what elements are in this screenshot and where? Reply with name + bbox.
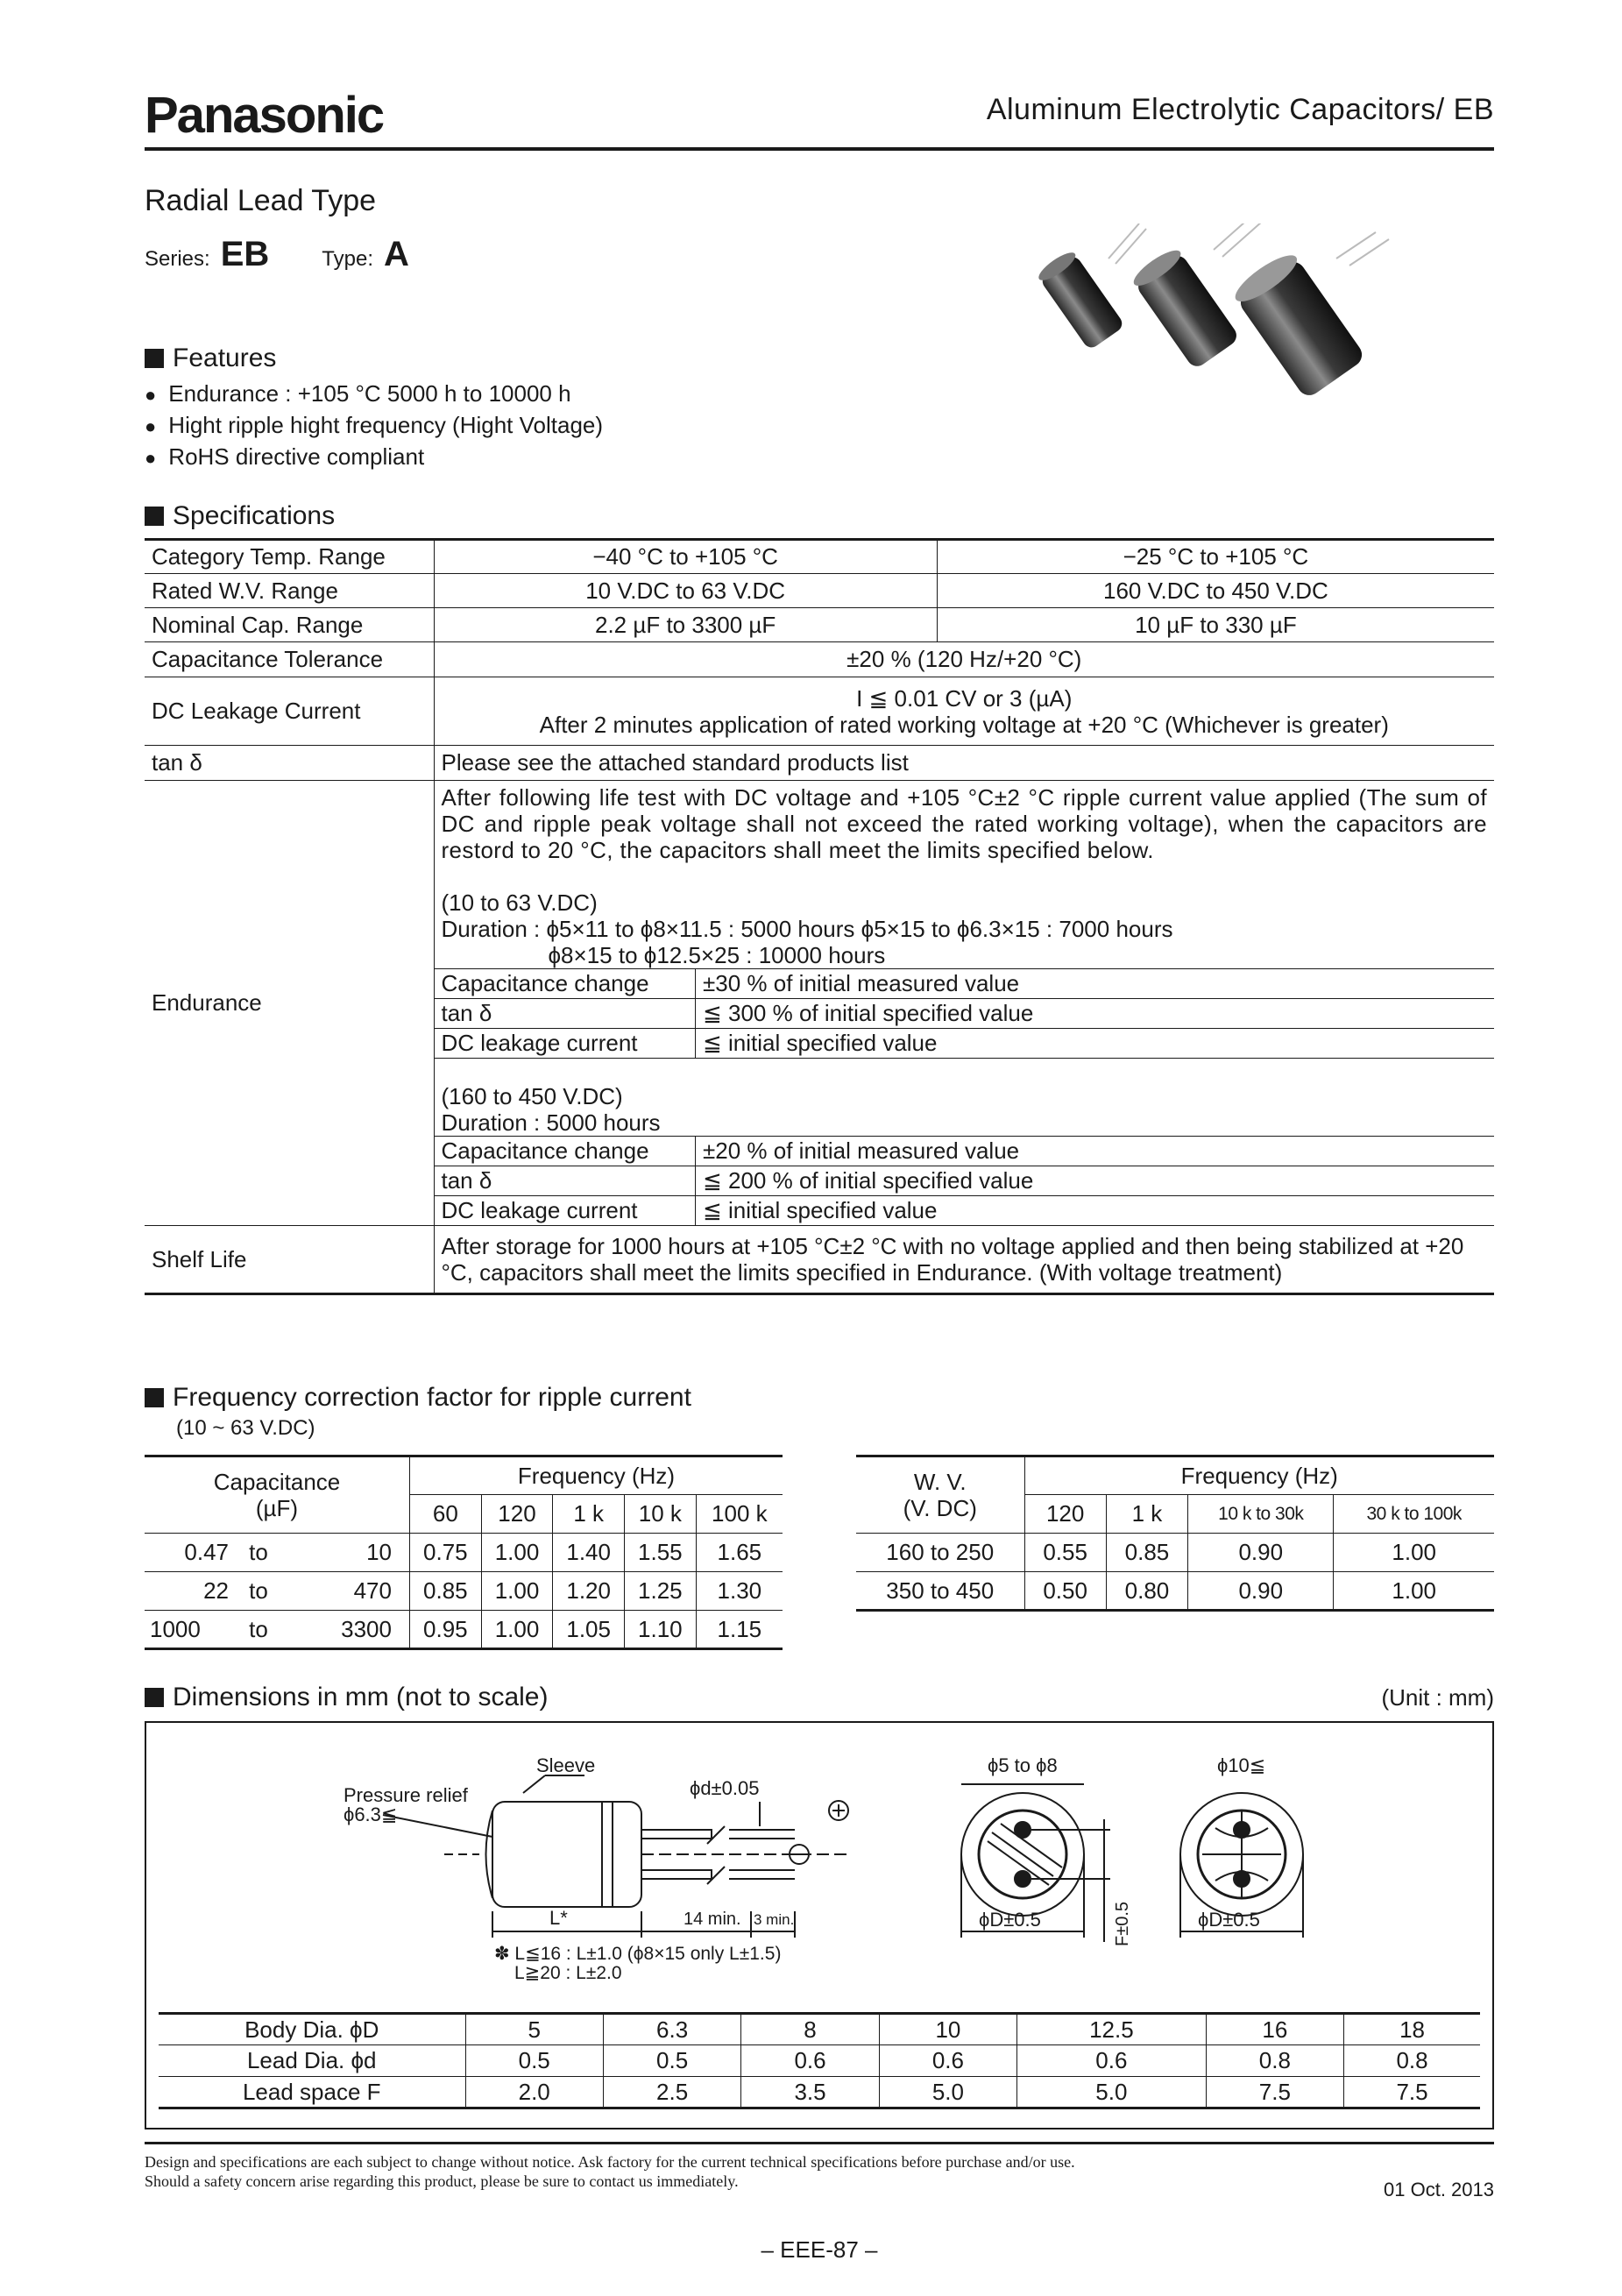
dimensions-heading-text: Dimensions in mm (not to scale) (173, 1683, 549, 1711)
capacitance-header (145, 1456, 409, 1534)
frequency-col: 1 k (553, 1495, 625, 1534)
frequency-col: 10 k (625, 1495, 697, 1534)
product-subtitle: Radial Lead Type (145, 184, 377, 217)
feature-item: ● RoHS directive compliant (145, 442, 603, 473)
dim-value: 8 (741, 2014, 879, 2045)
square-bullet-icon (145, 1388, 164, 1407)
pressure-relief-size: ϕ6.3≦ (344, 1803, 398, 1825)
dim-value: 0.8 (1206, 2045, 1343, 2077)
table-row (145, 1456, 783, 1495)
dim-value: 0.8 (1344, 2045, 1480, 2077)
table-row (145, 677, 1494, 746)
dim-value: 0.5 (603, 2045, 740, 2077)
dimensions-box (145, 1721, 1494, 2129)
table-row (856, 1456, 1494, 1495)
cap-upto: 470 (285, 1572, 409, 1611)
cap-to: to (232, 1611, 285, 1649)
series-value: EB (220, 235, 270, 273)
dim-value: 2.5 (603, 2077, 740, 2108)
dim-label: Lead Dia. ϕd (159, 2045, 465, 2077)
factor-cell: 1.55 (625, 1534, 697, 1572)
lead-3min-label: 3 min. (754, 1911, 795, 1928)
factor-cell: 0.85 (1106, 1534, 1187, 1572)
revision-date: 01 Oct. 2013 (1384, 2179, 1494, 2200)
specifications-table (145, 538, 1494, 1295)
endurance-cell (434, 781, 1494, 1226)
endurance-low-range: (10 to 63 V.DC) (441, 889, 598, 916)
footer-disclaimer (145, 2152, 1075, 2191)
factor-cell: 1.00 (1334, 1572, 1494, 1611)
capacitance-unit: (µF) (255, 1495, 299, 1521)
spec-value-low: −40 °C to +105 °C (434, 540, 937, 574)
dim-value: 7.5 (1206, 2077, 1343, 2108)
factor-cell: 0.95 (409, 1611, 481, 1649)
dim-value: 0.6 (879, 2045, 1016, 2077)
page-header (145, 81, 1494, 151)
dimensions-heading (145, 1683, 548, 1712)
length-tolerance-note: ✽ L≦16 : L±1.0 (ϕ8×15 only L±1.5) (494, 1944, 782, 1964)
wv-range: 160 to 250 (856, 1534, 1024, 1572)
lead-14min-label: 14 min. (684, 1910, 741, 1929)
large-diameter-label: ϕ10≦ (1217, 1754, 1266, 1776)
limit-value: ≦ 300 % of initial specified value (696, 999, 1495, 1029)
feature-item: ● Endurance : +105 °C 5000 h to 10000 h (145, 379, 603, 410)
capacitance-header-text: Capacitance (213, 1469, 341, 1495)
page-number: – EEE-87 – (761, 2236, 878, 2263)
table-row (435, 1166, 1495, 1196)
dim-value: 10 (879, 2014, 1016, 2045)
dim-value: 0.6 (741, 2045, 879, 2077)
frequency-col: 120 (1024, 1495, 1106, 1534)
table-row (145, 1572, 783, 1611)
small-diameter-label: ϕ5 to ϕ8 (988, 1754, 1058, 1776)
frequency-col: 120 (481, 1495, 553, 1534)
leakage-formula: I ≦ 0.01 CV or 3 (µA) (856, 684, 1073, 712)
dim-value: 3.5 (741, 2077, 879, 2108)
factor-cell: 1.10 (625, 1611, 697, 1649)
frequency-col: 30 k to 100k (1334, 1495, 1494, 1534)
wv-header-text: W. V. (913, 1469, 967, 1495)
frequency-header: Frequency (Hz) (1024, 1456, 1494, 1495)
factor-cell: 0.55 (1024, 1534, 1106, 1572)
dim-value: 7.5 (1344, 2077, 1480, 2108)
frequency-header: Frequency (Hz) (409, 1456, 783, 1495)
square-bullet-icon (145, 507, 164, 526)
brand-logo: Panasonic (145, 87, 384, 144)
table-row (159, 2077, 1480, 2108)
endurance-intro: After following life test with DC voltage and +105 °C±2 °C ripple current value applied (The sum of DC and ripple peak voltage shall not exceed the rated working voltage), when the capacitors are restord to 20 °C, the capacitors shall meet the limits specified below. (441, 784, 1487, 863)
spec-value: Please see the attached standard products list (434, 746, 1494, 781)
spec-label: Rated W.V. Range (145, 574, 434, 608)
wv-header (856, 1456, 1024, 1534)
lead-diameter-label: ϕd±0.05 (690, 1777, 760, 1799)
wv-range: 350 to 450 (856, 1572, 1024, 1611)
document-title: Aluminum Electrolytic Capacitors/ EB (986, 93, 1494, 126)
spec-value-high: 160 V.DC to 450 V.DC (937, 574, 1494, 608)
table-row (145, 642, 1494, 677)
length-label: L* (549, 1907, 568, 1929)
spec-value (434, 677, 1494, 746)
table-row (856, 1534, 1494, 1572)
cap-from: 22 (145, 1572, 232, 1611)
type-value: A (383, 235, 409, 273)
dim-value: 5 (465, 2014, 603, 2045)
dim-value: 0.6 (1017, 2045, 1207, 2077)
spec-value-high: 10 µF to 330 µF (937, 608, 1494, 642)
features-heading (145, 344, 276, 373)
features-list (145, 379, 603, 473)
spec-value: ±20 % (120 Hz/+20 °C) (434, 642, 1494, 677)
spec-label: DC Leakage Current (145, 677, 434, 746)
factor-cell: 1.40 (553, 1534, 625, 1572)
datasheet-page (145, 0, 1494, 2296)
endurance-low-limits (435, 968, 1495, 1059)
factor-cell: 1.05 (553, 1611, 625, 1649)
cap-to: to (232, 1572, 285, 1611)
dim-label: Body Dia. ϕD (159, 2014, 465, 2045)
factor-cell: 0.85 (409, 1572, 481, 1611)
table-row (435, 999, 1495, 1029)
lead-space-label: F±0.5 (1113, 1902, 1132, 1946)
dim-value: 5.0 (1017, 2077, 1207, 2108)
spec-label: tan δ (145, 746, 434, 781)
cap-upto: 10 (285, 1534, 409, 1572)
frequency-col: 1 k (1106, 1495, 1187, 1534)
table-row (435, 1029, 1495, 1059)
limit-item: Capacitance change (435, 969, 696, 999)
spec-value-low: 10 V.DC to 63 V.DC (434, 574, 937, 608)
leakage-condition: After 2 minutes application of rated working voltage at +20 °C (Whichever is greater) (539, 711, 1389, 738)
specifications-heading (145, 501, 335, 531)
table-row (145, 574, 1494, 608)
footer-divider (145, 2142, 1494, 2144)
dimension-drawing (146, 1723, 1492, 2012)
spec-value-low: 2.2 µF to 3300 µF (434, 608, 937, 642)
limit-item: tan δ (435, 999, 696, 1029)
limit-value: ±30 % of initial measured value (696, 969, 1495, 999)
dim-value: 12.5 (1017, 2014, 1207, 2045)
table-row (435, 1137, 1495, 1166)
type-label: Type: (322, 247, 373, 271)
limit-item: DC leakage current (435, 1196, 696, 1226)
series-label: Series: (145, 247, 210, 271)
cap-upto: 3300 (285, 1611, 409, 1649)
limit-value: ≦ 200 % of initial specified value (696, 1166, 1495, 1196)
table-row (856, 1572, 1494, 1611)
dim-label: Lead space F (159, 2077, 465, 2108)
pressure-relief-label: Pressure relief (344, 1784, 468, 1806)
frequency-heading (145, 1383, 691, 1413)
series-type-line (145, 235, 451, 274)
factor-cell: 1.15 (696, 1611, 783, 1649)
square-bullet-icon (145, 349, 164, 368)
disclaimer-line: Should a safety concern arise regarding this product, please be sure to contact us immediately. (145, 2172, 739, 2190)
square-bullet-icon (145, 1688, 164, 1707)
table-row (159, 2014, 1480, 2045)
factor-cell: 1.00 (481, 1572, 553, 1611)
table-row (145, 540, 1494, 574)
wv-unit: (V. DC) (903, 1495, 977, 1521)
limit-value: ≦ initial specified value (696, 1196, 1495, 1226)
spec-label: Endurance (145, 781, 434, 1226)
limit-item: Capacitance change (435, 1137, 696, 1166)
features-heading-text: Features (173, 344, 277, 372)
limit-value: ≦ initial specified value (696, 1029, 1495, 1059)
spec-label: Capacitance Tolerance (145, 642, 434, 677)
dim-value: 16 (1206, 2014, 1343, 2045)
factor-cell: 1.00 (481, 1534, 553, 1572)
body-diameter-label: ϕD±0.5 (979, 1909, 1041, 1931)
feature-item: ● Hight ripple hight frequency (Hight Voltage) (145, 410, 603, 442)
limit-item: DC leakage current (435, 1029, 696, 1059)
factor-cell: 1.30 (696, 1572, 783, 1611)
frequency-col: 60 (409, 1495, 481, 1534)
factor-cell: 1.00 (481, 1611, 553, 1649)
unit-note: (Unit : mm) (1381, 1684, 1494, 1711)
spec-value-high: −25 °C to +105 °C (937, 540, 1494, 574)
sleeve-label: Sleeve (536, 1754, 596, 1776)
cap-from: 0.47 (145, 1534, 232, 1572)
table-row (145, 1611, 783, 1649)
factor-cell: 0.75 (409, 1534, 481, 1572)
table-row (145, 608, 1494, 642)
endurance-high-limits (435, 1136, 1495, 1225)
table-row (435, 969, 1495, 999)
limit-value: ±20 % of initial measured value (696, 1137, 1495, 1166)
factor-cell: 1.65 (696, 1534, 783, 1572)
spec-label: Category Temp. Range (145, 540, 434, 574)
disclaimer-line: Design and specifications are each subject to change without notice. Ask factory for the current technical specifications before purchase and/or use. (145, 2153, 1075, 2171)
dimensions-table (159, 2012, 1480, 2109)
factor-cell: 0.90 (1188, 1572, 1334, 1611)
table-row (145, 1534, 783, 1572)
endurance-low-duration: Duration : ϕ5×11 to ϕ8×11.5 : 5000 hours ϕ5×15 to ϕ6.3×15 : 7000 hours (441, 916, 1173, 942)
limit-item: tan δ (435, 1166, 696, 1196)
factor-cell: 1.00 (1334, 1534, 1494, 1572)
frequency-col: 10 k to 30k (1188, 1495, 1334, 1534)
frequency-heading-text: Frequency correction factor for ripple current (173, 1383, 691, 1412)
table-row (145, 746, 1494, 781)
table-row (145, 781, 1494, 1226)
table-row (159, 2045, 1480, 2077)
frequency-col: 100 k (696, 1495, 783, 1534)
factor-cell: 0.50 (1024, 1572, 1106, 1611)
dim-value: 5.0 (879, 2077, 1016, 2108)
cap-from: 1000 (145, 1611, 232, 1649)
specifications-heading-text: Specifications (173, 501, 336, 530)
capacitor-photo (1038, 223, 1450, 399)
cap-to: to (232, 1534, 285, 1572)
endurance-high-duration: Duration : 5000 hours (441, 1109, 661, 1136)
frequency-table-high-voltage (856, 1455, 1494, 1612)
table-row (145, 1226, 1494, 1294)
spec-label: Shelf Life (145, 1226, 434, 1294)
length-tolerance-note-2: L≧20 : L±2.0 (514, 1963, 622, 1983)
factor-cell: 1.25 (625, 1572, 697, 1611)
frequency-voltage-range: (10 ~ 63 V.DC) (176, 1416, 315, 1440)
endurance-high-range: (160 to 450 V.DC) (441, 1083, 623, 1109)
dim-value: 18 (1344, 2014, 1480, 2045)
factor-cell: 0.80 (1106, 1572, 1187, 1611)
body-diameter-label-large: ϕD±0.5 (1198, 1909, 1260, 1931)
table-row (435, 1196, 1495, 1226)
dim-value: 0.5 (465, 2045, 603, 2077)
dim-value: 6.3 (603, 2014, 740, 2045)
frequency-table-low-voltage (145, 1455, 783, 1650)
factor-cell: 0.90 (1188, 1534, 1334, 1572)
endurance-low-duration-2: ϕ8×15 to ϕ12.5×25 : 10000 hours (548, 942, 886, 968)
factor-cell: 1.20 (553, 1572, 625, 1611)
dim-value: 2.0 (465, 2077, 603, 2108)
spec-value: After storage for 1000 hours at +105 °C±2 °C with no voltage applied and then being stabilized at +20 °C, capacitors shall meet the limits specified in Endurance. (With voltage treatment) (441, 1233, 1464, 1286)
spec-label: Nominal Cap. Range (145, 608, 434, 642)
